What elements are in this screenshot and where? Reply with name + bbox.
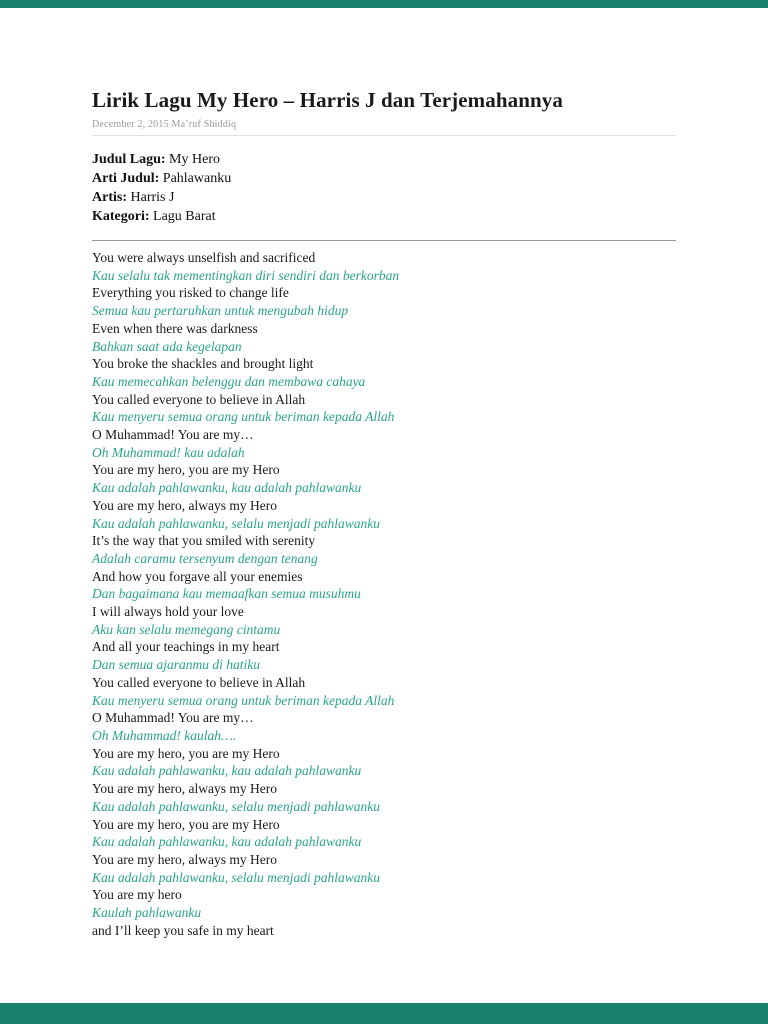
lyric-translation-line: Adalah caramu tersenyum dengan tenang [92,550,318,566]
lyric-translation-line: Semua kau pertaruhkan untuk mengubah hidup [92,303,349,319]
info-label: Kategori: [92,209,154,224]
lyric-original-line: You are my hero [92,887,182,903]
info-label: Artis: [92,190,131,205]
info-value: My Hero [169,152,220,167]
lyric-original-line: You broke the shackles and brought light [92,356,314,372]
lyric-original-line: You are my hero, you are my Hero [92,462,280,478]
info-value: Harris J [130,190,175,205]
lyric-original-line: You are my hero, always my Hero [92,851,277,867]
lyric-translation-line: Kau memecahkan belenggu dan membawa cahaya [92,373,366,389]
lyric-translation-line: Kau menyeru semua orang untuk beriman kepada Allah [92,409,395,425]
lyric-original-line: You are my hero, always my Hero [92,497,277,513]
lyric-original-line: O Muhammad! You are my… [92,710,254,726]
lyric-original-line: Even when there was darkness [92,320,258,336]
lyric-original-line: You called everyone to believe in Allah [92,674,306,690]
info-value: Lagu Barat [153,209,216,224]
info-row [92,169,676,188]
lyric-original-line: You are my hero, you are my Hero [92,745,280,761]
document-content [0,8,768,939]
lyrics [92,249,676,939]
lyric-translation-line: Aku kan selalu memegang cintamu [92,621,281,637]
info-label: Arti Judul: [92,171,163,186]
lyric-translation-line: Kaulah pahlawanku [92,905,202,921]
lyric-translation-line: Dan bagaimana kau memaafkan semua musuhmu [92,586,361,602]
section-divider [92,240,676,241]
lyric-original-line: and I’ll keep you safe in my heart [92,922,274,938]
lyric-translation-line: Kau adalah pahlawanku, kau adalah pahlawanku [92,763,362,779]
lyric-original-line: You are my hero, you are my Hero [92,816,280,832]
lyric-translation-line: Bahkan saat ada kegelapan [92,338,242,354]
lyric-translation-line: Dan semua ajaranmu di hatiku [92,657,260,673]
info-list [92,150,676,226]
lyric-translation-line: Oh Muhammad! kaulah…. [92,727,237,743]
info-row [92,188,676,207]
lyric-original-line: I will always hold your love [92,604,244,620]
lyric-original-line: Everything you risked to change life [92,285,289,301]
lyric-translation-line: Kau adalah pahlawanku, selalu menjadi pahlawanku [92,798,380,814]
lyric-translation-line: Kau menyeru semua orang untuk beriman kepada Allah [92,692,395,708]
lyric-original-line: It’s the way that you smiled with serenity [92,533,316,549]
lyric-original-line: You are my hero, always my Hero [92,781,277,797]
lyric-translation-line: Kau adalah pahlawanku, selalu menjadi pahlawanku [92,515,380,531]
lyric-original-line: O Muhammad! You are my… [92,427,254,443]
lyric-translation-line: Kau adalah pahlawanku, selalu menjadi pahlawanku [92,869,380,885]
info-row [92,207,676,226]
page-title: Lirik Lagu My Hero – Harris J dan Terjemahannya [92,88,564,112]
lyric-translation-line: Kau adalah pahlawanku, kau adalah pahlawanku [92,834,362,850]
post-meta: December 2, 2015 Ma’ruf Shiddiq [92,119,676,136]
lyric-translation-line: Kau selalu tak mementingkan diri sendiri dan berkorban [92,267,400,283]
info-value: Pahlawanku [162,171,232,186]
info-row [92,150,676,169]
lyric-original-line: You were always unselfish and sacrificed [92,250,316,265]
lyric-original-line: And how you forgave all your enemies [92,568,303,584]
document-page [0,8,768,1003]
info-label: Judul Lagu: [92,152,170,167]
lyric-original-line: And all your teachings in my heart [92,639,280,655]
lyric-original-line: You called everyone to believe in Allah [92,391,306,407]
lyric-translation-line: Oh Muhammad! kau adalah [92,444,245,460]
lyric-translation-line: Kau adalah pahlawanku, kau adalah pahlawanku [92,480,362,496]
